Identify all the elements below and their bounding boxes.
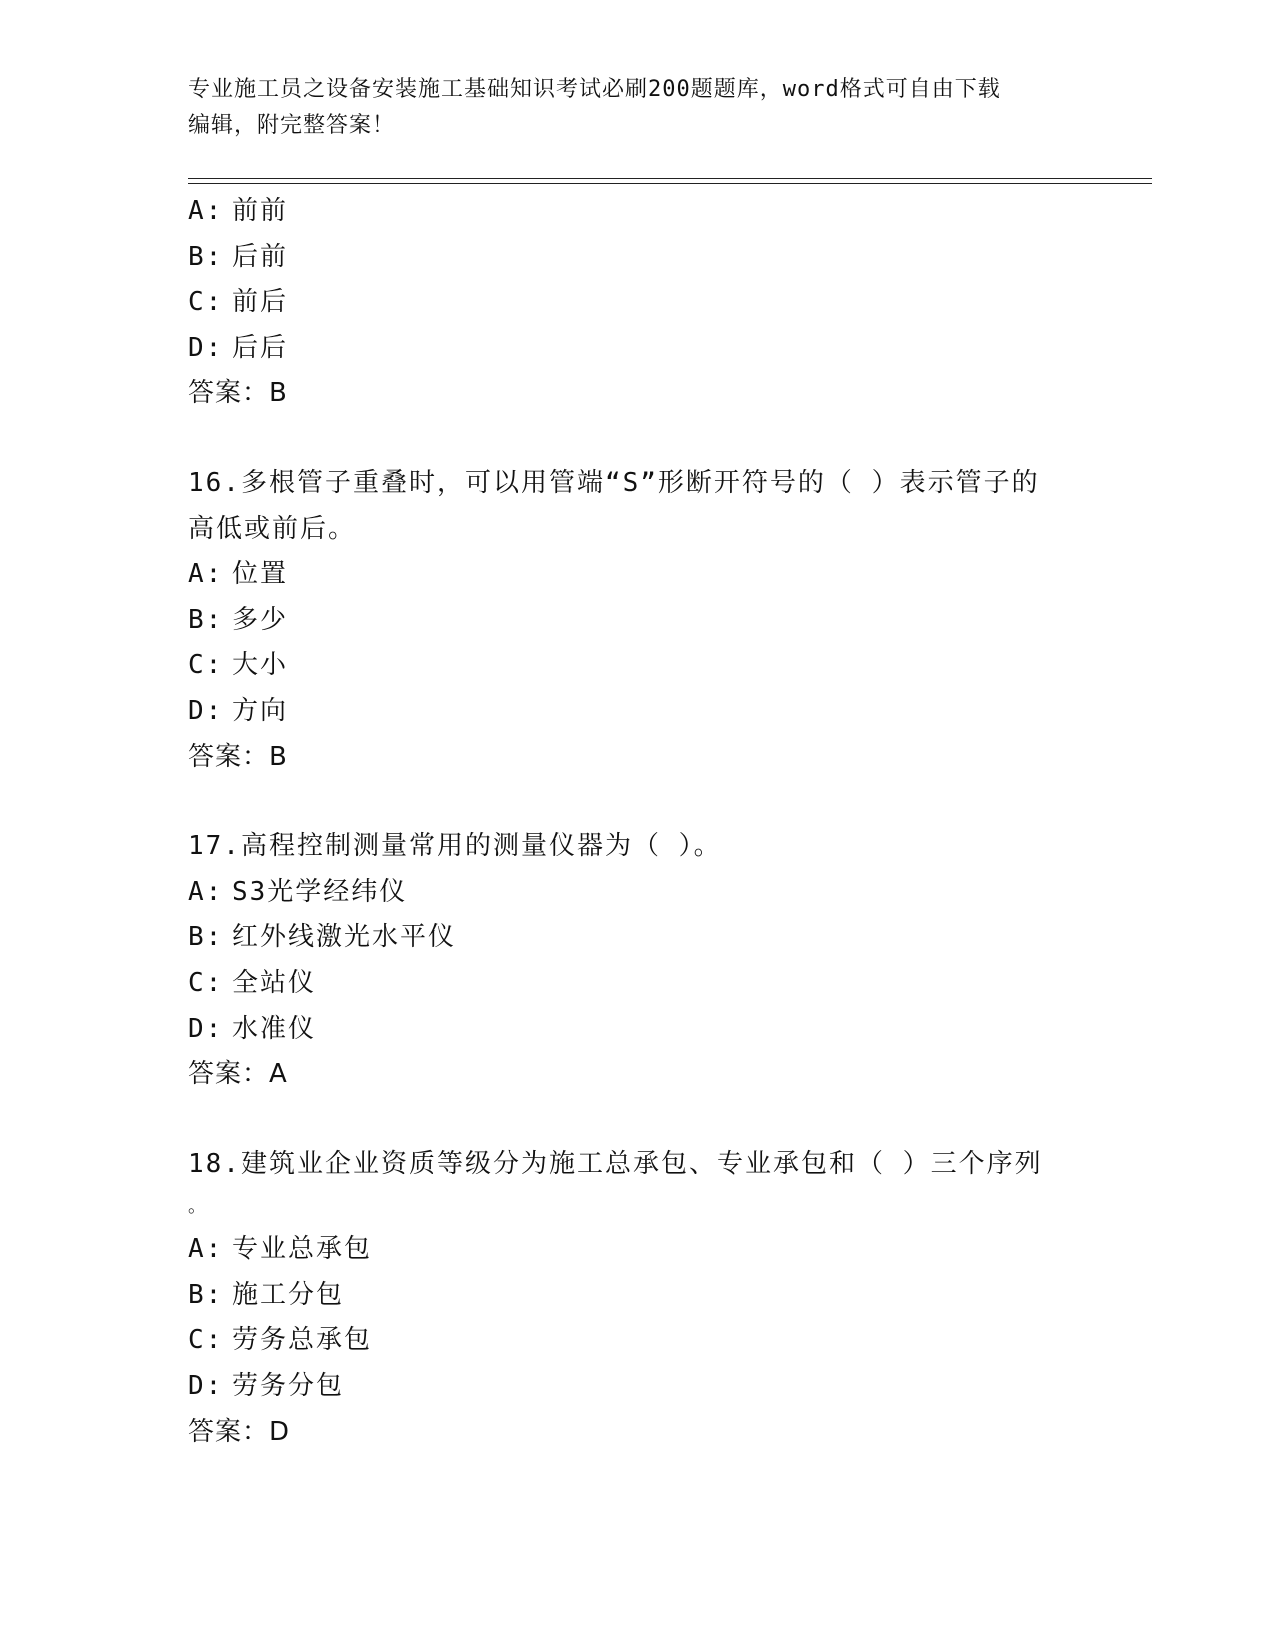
option-letter: A: <box>188 196 224 226</box>
option-c <box>188 280 1108 326</box>
question-17 <box>188 824 1108 1098</box>
option-d <box>188 1364 1108 1410</box>
option-text: 多少 <box>232 604 289 635</box>
option-b <box>188 1273 1108 1319</box>
option-letter: B: <box>188 922 224 953</box>
document-header <box>188 72 1088 144</box>
option-d <box>188 689 1108 735</box>
question-text-line-1: 建筑业企业资质等级分为施工总承包、专业承包和（ ）三个序列 <box>240 1148 1043 1179</box>
question-text-line-2: 。 <box>188 1196 208 1218</box>
option-a <box>188 870 1108 916</box>
option-letter: B: <box>188 1279 224 1310</box>
option-letter: D: <box>188 1013 224 1044</box>
option-text: 全站仪 <box>232 967 317 998</box>
option-text: 后前 <box>232 241 289 272</box>
answer-line: 答案：B <box>188 741 288 772</box>
question-text-line-1: 高程控制测量常用的测量仪器为（ ）。 <box>240 831 722 862</box>
option-letter: D: <box>188 695 224 726</box>
question-number: 17. <box>188 831 241 862</box>
option-letter: B: <box>188 241 224 272</box>
option-c <box>188 961 1108 1007</box>
question-number: 18. <box>188 1148 241 1179</box>
option-b <box>188 235 1108 281</box>
question-text-line-2: 高低或前后。 <box>188 513 357 544</box>
question-text-line-1: 多根管子重叠时，可以用管端“S”形断开符号的（ ）表示管子的 <box>240 467 1040 498</box>
option-letter: D: <box>188 332 224 363</box>
option-text: 位置 <box>232 559 289 590</box>
option-a <box>188 189 1108 235</box>
option-letter: A: <box>188 876 224 907</box>
option-d <box>188 326 1108 372</box>
option-letter: C: <box>188 967 224 998</box>
option-text: 前前 <box>232 196 289 226</box>
option-b <box>188 598 1108 644</box>
option-a <box>188 1227 1108 1273</box>
option-text: 施工分包 <box>232 1279 345 1310</box>
question-15-continued <box>188 189 1108 417</box>
option-letter: C: <box>188 650 224 681</box>
answer-line: 答案：A <box>188 1059 288 1090</box>
option-letter: A: <box>188 559 224 590</box>
question-stem <box>188 461 1068 507</box>
option-text: 专业总承包 <box>232 1234 373 1265</box>
option-c <box>188 1318 1108 1364</box>
option-letter: B: <box>188 604 224 635</box>
option-letter: C: <box>188 287 224 318</box>
option-text: 后后 <box>232 332 289 363</box>
header-divider-top <box>188 178 1152 179</box>
question-number: 16. <box>188 467 241 498</box>
option-text: 方向 <box>232 695 289 726</box>
option-d <box>188 1007 1108 1053</box>
header-divider-bottom <box>188 183 1152 184</box>
answer-line: 答案：D <box>188 1416 291 1447</box>
option-letter: A: <box>188 1234 224 1265</box>
option-text: 前后 <box>232 287 289 318</box>
option-letter: D: <box>188 1371 224 1402</box>
option-text: S3光学经纬仪 <box>232 876 408 907</box>
option-text: 劳务总承包 <box>232 1325 373 1356</box>
option-c <box>188 643 1108 689</box>
question-list <box>188 189 1108 1455</box>
header-title-line-2: 编辑，附完整答案！ <box>188 113 396 138</box>
answer-line: 答案：B <box>188 378 288 409</box>
option-text: 大小 <box>232 650 289 681</box>
question-18 <box>188 1142 1108 1456</box>
header-title-line-1: 专业施工员之设备安装施工基础知识考试必刷200题题库，word格式可自由下载 <box>188 77 1001 102</box>
question-stem <box>188 824 1068 870</box>
question-16 <box>188 461 1108 780</box>
option-letter: C: <box>188 1325 224 1356</box>
option-a <box>188 552 1108 598</box>
option-text: 水准仪 <box>232 1013 317 1044</box>
question-stem <box>188 1142 1068 1188</box>
option-text: 劳务分包 <box>232 1371 345 1402</box>
option-text: 红外线激光水平仪 <box>232 922 457 953</box>
option-b <box>188 915 1108 961</box>
